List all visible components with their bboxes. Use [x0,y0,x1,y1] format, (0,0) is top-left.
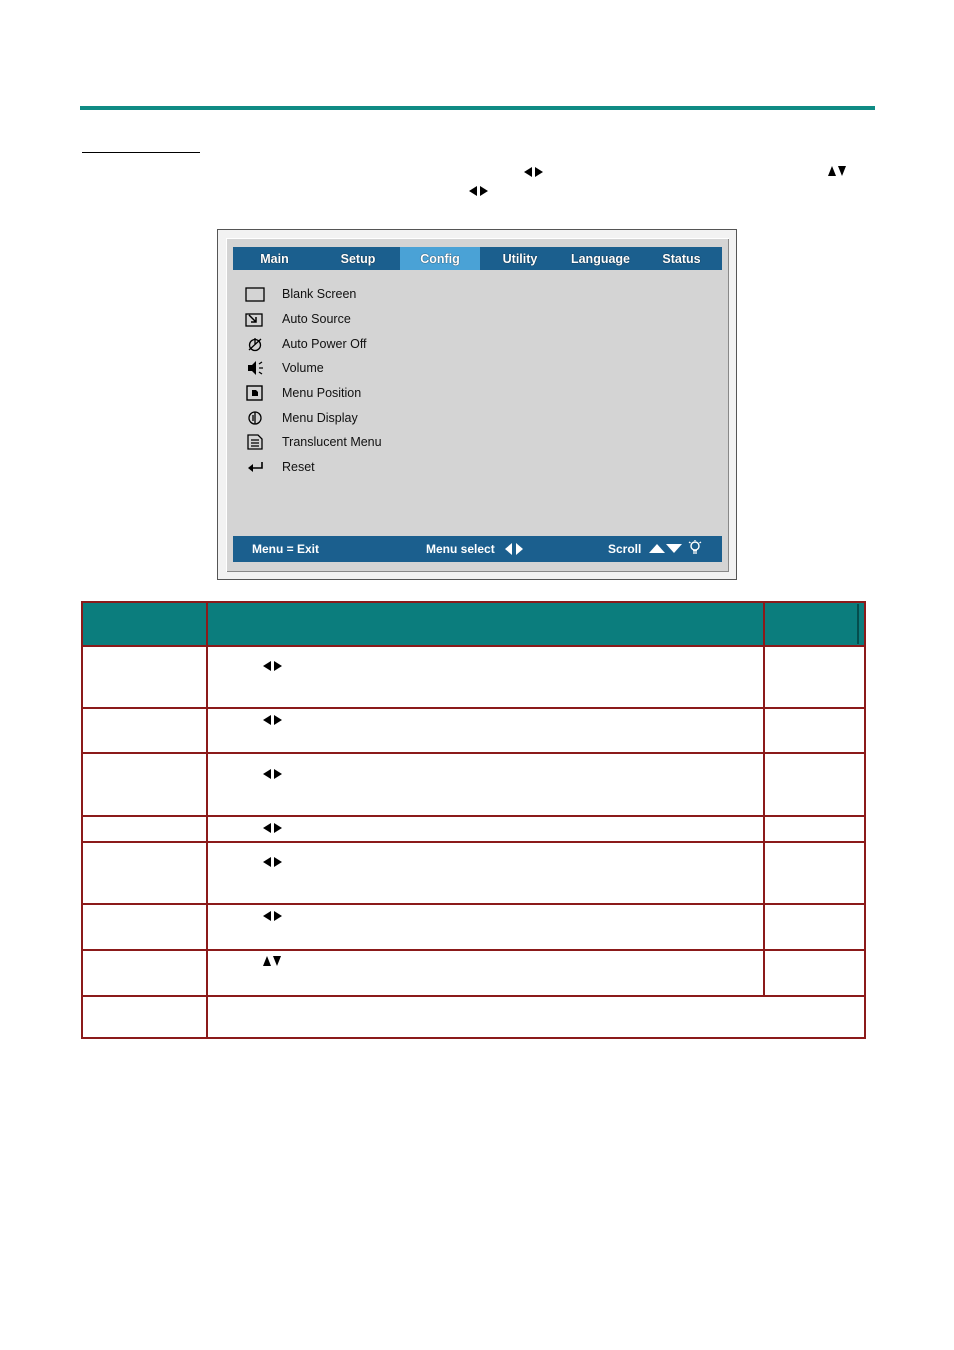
auto-power-off-icon [244,335,266,352]
menu-item-translucent-menu[interactable] [244,430,382,455]
left-right-arrows-icon [524,167,543,177]
menu-item-menu-position[interactable] [244,381,382,406]
left-right-arrows-icon [263,769,282,779]
tab-setup[interactable]: Setup [340,251,376,266]
tab-utility[interactable]: Utility [502,251,538,266]
menu-item-label: Menu Display [282,410,358,425]
menu-display-icon [244,409,266,426]
menu-item-label: Blank Screen [282,287,357,302]
osd-footer-bar [233,536,722,562]
tab-status[interactable]: Status [662,251,701,266]
left-right-arrows-icon [505,543,523,555]
top-rule [80,106,875,110]
menu-item-auto-power-off[interactable] [244,331,382,356]
menu-position-icon [244,385,266,402]
translucent-menu-icon [244,434,266,451]
menu-item-label: Reset [282,460,315,475]
table-header [82,602,865,645]
menu-item-label: Auto Source [282,312,351,327]
menu-item-blank-screen[interactable] [244,282,382,307]
tab-config[interactable]: Config [400,247,480,270]
menu-item-label: Translucent Menu [282,435,382,450]
blank-screen-icon [244,286,266,303]
menu-exit-hint: Menu = Exit [252,542,320,556]
tab-language[interactable]: Language [570,251,631,266]
up-down-arrows-icon [828,166,846,176]
menu-item-label: Menu Position [282,386,362,401]
tab-main[interactable]: Main [260,251,289,266]
up-down-arrows-icon [263,956,281,966]
volume-icon [244,360,266,377]
auto-source-icon [244,311,266,328]
menu-item-auto-source[interactable] [244,307,382,332]
left-right-arrows-icon [263,911,282,921]
menu-item-menu-display[interactable] [244,405,382,430]
osd-tab-bar [233,247,722,270]
section-heading-underline [82,152,200,153]
left-right-arrows-icon [263,661,282,671]
left-right-arrows-icon [469,186,488,196]
menu-select-hint: Menu select [426,542,495,556]
scroll-hint: Scroll [608,542,642,556]
lightbulb-icon [688,540,702,559]
left-right-arrows-icon [263,857,282,867]
menu-item-label: Auto Power Off [282,336,367,351]
menu-item-volume[interactable] [244,356,382,381]
reset-icon [244,459,266,476]
menu-item-reset[interactable] [244,455,382,480]
left-right-arrows-icon [263,715,282,725]
menu-item-label: Volume [282,361,324,376]
left-right-arrows-icon [263,823,282,833]
osd-menu-list [244,282,382,480]
up-down-arrows-icon [649,544,682,553]
